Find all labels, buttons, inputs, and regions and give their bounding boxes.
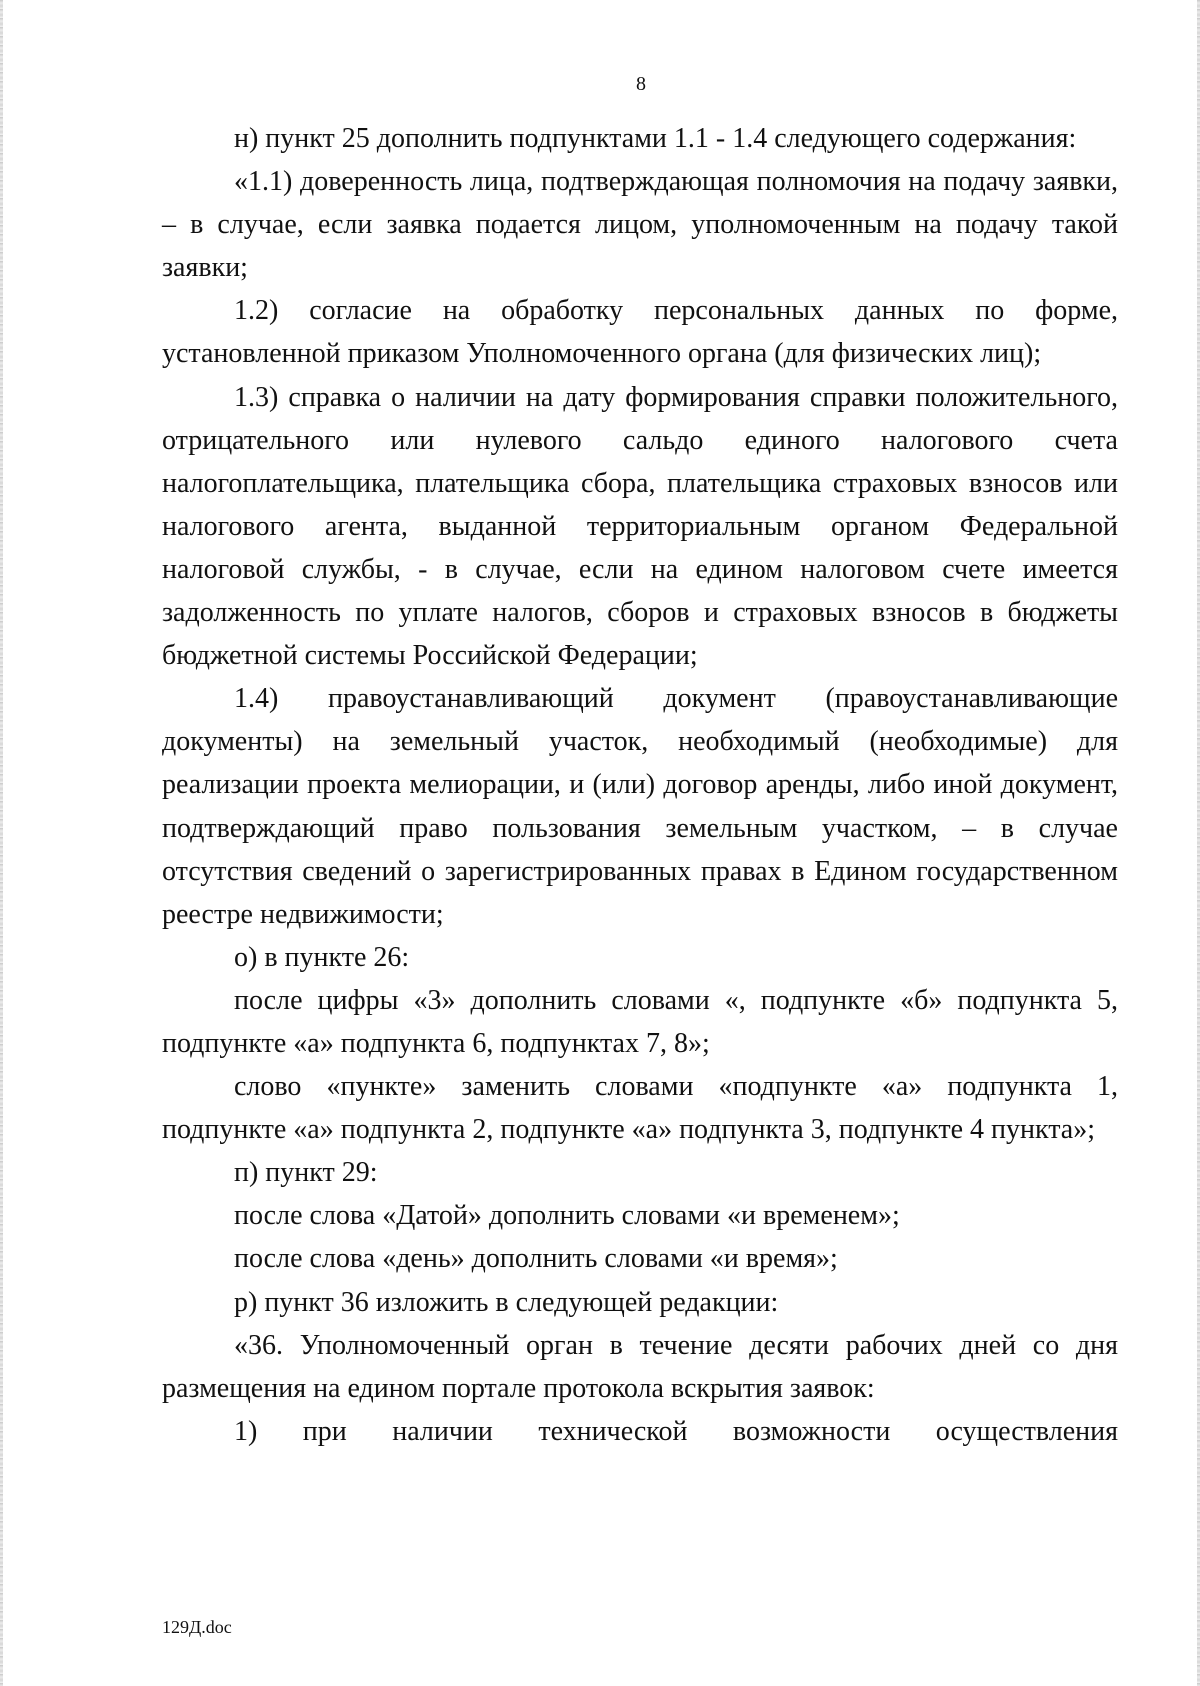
paragraph-item-p: п) пункт 29:	[234, 1157, 378, 1189]
paragraph-subitem-1-2: 1.2) согласие на обработку персональных данных по форме, установленной приказом Уполномоченного органа (для физических лиц);	[162, 295, 1118, 370]
scan-left-edge	[0, 0, 3, 1686]
paragraph-subitem-1-3: 1.3) справка о наличии на дату формирования справки положительного, отрицательного или нулевого сальдо единого налогового счета налогоплательщика, плательщика сбора, плательщика страховых взносов или налогового агента, выданной территориальным органом Федеральной налоговой службы, - в случае, если на едином налоговом счете имеется задолженность по уплате налогов, сборов и страховых взносов в бюджеты бюджетной системы Российской Федерации;	[162, 381, 1118, 672]
document-body	[162, 117, 1118, 1453]
page-number: 8	[636, 73, 646, 95]
paragraph-item-p-amendment-2: после слова «день» дополнить словами «и время»;	[234, 1243, 838, 1275]
paragraph-item-o: о) в пункте 26:	[234, 941, 410, 973]
paragraph-item-n: н) пункт 25 дополнить подпунктами 1.1 - 1.4 следующего содержания:	[234, 123, 1077, 154]
paragraph-subitem-1-4: 1.4) правоустанавливающий документ (правоустанавливающие документы) на земельный участок, необходимый (необходимые) для реализации проекта мелиорации, и (или) договор аренды, либо иной документ, подтверждающий право пользования земельным участком, – в случае отсутствия сведений о зарегистрированных правах в Едином государственном реестре недвижимости;	[162, 683, 1118, 930]
footer-filename: 129Д.doc	[162, 1617, 232, 1637]
paragraph-subitem-1-1: «1.1) доверенность лица, подтверждающая полномочия на подачу заявки, – в случае, если заявка подается лицом, уполномоченным на подачу такой заявки;	[162, 166, 1118, 284]
paragraph-item-p-amendment-1: после слова «Датой» дополнить словами «и временем»;	[234, 1200, 900, 1232]
paragraph-item-o-amendment-2: слово «пункте» заменить словами «подпункте «а» подпункта 1, подпункте «а» подпункта 2, подпункте «а» подпункта 3, подпункте 4 пункта»;	[162, 1071, 1118, 1146]
paragraph-point-36: «36. Уполномоченный орган в течение десяти рабочих дней со дня размещения на едином портале протокола вскрытия заявок:	[162, 1329, 1118, 1404]
paragraph-point-36-subitem-1: 1) при наличии технической возможности осуществления	[234, 1415, 1118, 1447]
paragraph-item-o-amendment-1: после цифры «3» дополнить словами «, подпункте «б» подпункта 5, подпункте «а» подпункта 6, подпунктах 7, 8»;	[162, 984, 1118, 1059]
paragraph-item-r: р) пункт 36 изложить в следующей редакции:	[234, 1286, 779, 1318]
